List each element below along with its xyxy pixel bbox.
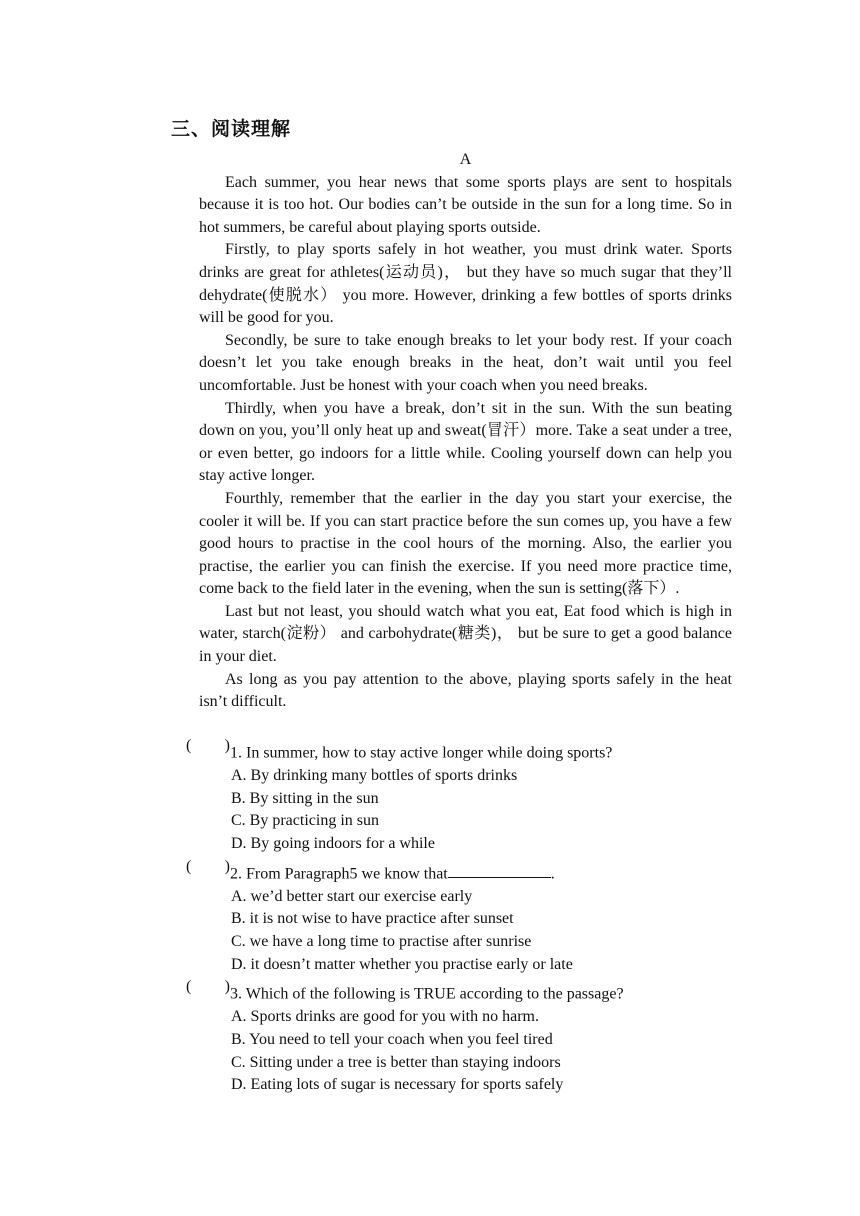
question-text: From Paragraph5 we know that <box>246 865 448 883</box>
paren-close: ) <box>224 857 230 875</box>
paren-close: ) <box>224 737 230 754</box>
passage-paragraph-4: Thirdly, when you have a break, don’t sit in the sun. With the sun beating down on you, you’ll only heat up and sweat(冒汗）more. Take a seat under a tree, or even better, go indoors for a little while. Cooling yourself down can help you stay active longer. <box>199 399 732 485</box>
reading-passage <box>199 149 732 714</box>
option-d: D. Eating lots of sugar is necessary for sports safely <box>231 1076 564 1094</box>
passage-paragraph-2: Firstly, to play sports safely in hot weather, you must drink water. Sports drinks are great for athletes(运动员)， but they have so much sugar that they’ll dehydrate(使脱水） you more. However, drinking a few bottles of sports drinks will be good for you. <box>199 241 732 327</box>
option-a: A. Sports drinks are good for you with no harm. <box>231 1008 539 1026</box>
paren-open: ( <box>186 857 192 875</box>
question-stem <box>186 735 746 765</box>
question-list <box>186 735 746 1097</box>
question-text: In summer, how to stay active longer while doing sports? <box>246 744 613 762</box>
fill-in-blank-line[interactable] <box>448 862 551 878</box>
question-number: 2. <box>230 865 242 883</box>
section-heading: 三、阅读理解 <box>171 118 292 140</box>
question-text: Which of the following is TRUE according to the passage? <box>245 985 624 1003</box>
question-3 <box>186 976 746 1097</box>
option-d: D. it doesn’t matter whether you practise early or late <box>231 955 573 973</box>
passage-paragraph-7: As long as you pay attention to the above, playing sports safely in the heat isn’t difficult. <box>199 670 732 711</box>
option-c: C. we have a long time to practise after sunrise <box>231 932 532 950</box>
question-number: 3. <box>230 985 242 1003</box>
option-c: C. By practicing in sun <box>231 812 379 830</box>
option-b: B. By sitting in the sun <box>231 789 379 807</box>
paren-open: ( <box>186 978 192 996</box>
question-1 <box>186 735 746 856</box>
question-text-end: . <box>550 865 555 883</box>
question-number: 1. <box>230 744 242 762</box>
answer-blank[interactable] <box>186 856 230 879</box>
option-b: B. You need to tell your coach when you feel tired <box>231 1030 553 1048</box>
passage-paragraph-1: Each summer, you hear news that some sports plays are sent to hospitals because it is too hot. Our bodies can’t be outside in the sun for a long time. So in hot summers, be careful about playing sports outside. <box>199 173 732 236</box>
passage-paragraph-6: Last but not least, you should watch what you eat, Eat food which is high in water, starch(淀粉） and carbohydrate(糖类)， but be sure to get a good balance in your diet. <box>199 602 732 666</box>
passage-title: A <box>459 151 472 168</box>
question-2 <box>186 856 746 977</box>
option-d: D. By going indoors for a while <box>231 834 435 852</box>
option-a: A. By drinking many bottles of sports drinks <box>231 767 518 785</box>
option-b: B. it is not wise to have practice after sunset <box>231 910 514 928</box>
answer-blank[interactable] <box>186 976 230 999</box>
option-a: A. we’d better start our exercise early <box>231 887 473 905</box>
question-stem <box>186 976 746 1006</box>
passage-paragraph-3: Secondly, be sure to take enough breaks to let your body rest. If your coach doesn’t let you take enough breaks in the heat, don’t wait until you feel uncomfortable. Just be honest with your coach when you need breaks. <box>199 331 732 394</box>
answer-blank[interactable] <box>186 735 230 758</box>
paren-open: ( <box>186 737 192 754</box>
question-stem <box>186 856 746 886</box>
passage-paragraph-5: Fourthly, remember that the earlier in the day you start your exercise, the cooler it will be. If you can start practice before the sun comes up, you have a few good hours to practise in the cool hours of the morning. Also, the earlier you practise, the earlier you can finish the exercise. If you need more practice time, come back to the field later in the evening, when the sun is setting(落下）. <box>199 489 732 598</box>
option-c: C. Sitting under a tree is better than staying indoors <box>231 1053 561 1071</box>
paren-close: ) <box>224 978 230 996</box>
